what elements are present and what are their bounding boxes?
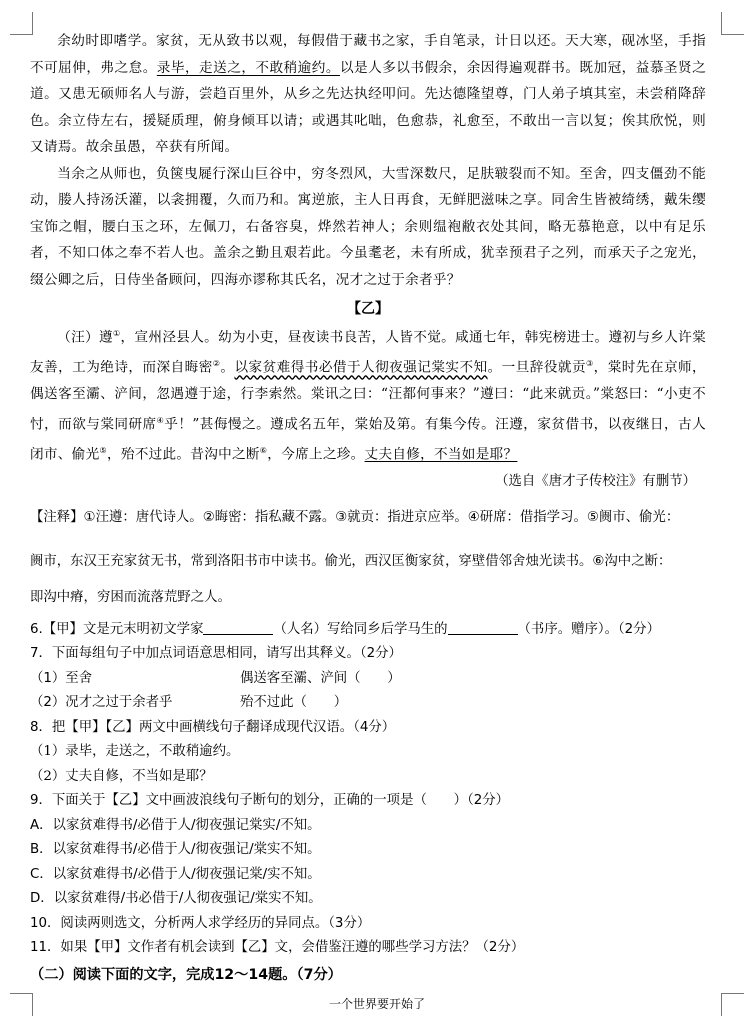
question-7-row-2 xyxy=(30,691,706,716)
question-9-option-a: A．以家贫难得书/必借于人/彻夜强记棠实/不知。 xyxy=(30,817,321,833)
source-citation: （选自《唐才子传校注》有删节） xyxy=(495,473,696,489)
text: 乎！”甚侮慢之。遵成名五年，棠始及第。有集今传。汪遵，家贫借书，以夜继日，古人闭市、偷光 xyxy=(30,416,706,463)
text: 。 xyxy=(220,359,235,376)
crop-mark-top-right xyxy=(721,12,744,35)
underlined-sentence-yi: 丈夫自修，不当如是耶？ xyxy=(364,446,518,463)
note-marker: ③ xyxy=(586,359,594,369)
question-6 xyxy=(30,618,706,643)
question-9-option-d: D．以家贫难得/书必借于/人彻夜强记/棠实不知。 xyxy=(30,891,322,907)
question-10: 10．阅读两则选文，分析两人求学经历的异同点。（3分） xyxy=(30,915,371,931)
text: 余幼时即嗜学。家贫，无从致书以观，每假借于藏书之家，手自笔录，计日以还。天大寒，砚冰坚，手指不可屈伸，弗之怠。 xyxy=(30,33,706,76)
text: （人名）写给同乡后学马生的 xyxy=(273,621,448,637)
text: （2）况才之过于余者乎 xyxy=(30,695,173,711)
question-9-stem: 9．下面关于【乙】文中画波浪线句子断句的划分，正确的一项是（ ）（2分） xyxy=(30,793,510,809)
question-11: 11．如果【甲】文作者有机会读到【乙】文，会借鉴汪遵的哪些学习方法？（2分） xyxy=(30,940,525,956)
section-2-heading: （二）阅读下面的文字，完成12～14题。（7分） xyxy=(30,966,342,983)
question-9-option-c: C．以家贫难得书/必借于人/彻夜强记棠/实不知。 xyxy=(30,866,321,882)
answer-blank[interactable] xyxy=(448,620,518,635)
question-9-option-b: B．以家贫难得书/必借于人/彻夜强记/棠实不知。 xyxy=(30,842,321,858)
question-7-row-1 xyxy=(30,667,706,692)
text: 6.【甲】文是元末明初文学家 xyxy=(30,621,204,637)
notes-line-1: 【注释】①汪遵：唐代诗人。②晦密：指私藏不露。③就贡：指进京应举。④研席：借指学习。⑤阓市、偷光： xyxy=(30,509,680,525)
notes-line-2: 阓市，东汉王充家贫无书，常到洛阳书市中读书。偷光，西汉匡衡家贫，穿壁借邻舍烛光读书。⑥沟中之断： xyxy=(30,553,672,569)
jia-paragraph-1 xyxy=(30,28,706,161)
note-marker: ④ xyxy=(156,415,165,425)
page-footer: 一个世界要开始了 xyxy=(328,997,425,1011)
text: ，棠时先在京师，偶送客至灞、浐间，忽遇遵于途，行李索然。棠讯之曰：“汪都何事来？”遵曰：“此来就贡。”棠怒曰：“小吏不忖，而欲与棠同研席 xyxy=(30,359,706,433)
wavy-underlined-sentence: 以家贫难得书必借于人彻夜强记棠实不知 xyxy=(234,359,488,376)
text: （1）至舍 xyxy=(30,670,93,686)
text: 以是人多以书假余，余因得遍观群书。既加冠，益慕圣贤之道。又患无硕师名人与游，尝趋百里外，从乡之先达执经叩问。先达德隆望尊，门人弟子填其室，未尝稍降辞色。余立侍左右，援疑质理，俯身倾耳以请；或遇其叱咄，色愈恭，礼愈至，不敢出一言以复；俟其欣悦，则又请焉。故余虽愚，卒获有所闻。 xyxy=(30,59,707,155)
text: 殆不过此（ ） xyxy=(240,695,348,711)
note-marker: ① xyxy=(112,329,121,338)
exam-page xyxy=(30,28,706,987)
text: 偶送客至灞、浐间（ ） xyxy=(240,670,401,686)
question-8-stem: 8．把【甲】【乙】两文中画横线句子翻译成现代汉语。（4分） xyxy=(30,719,396,735)
question-7-stem: 7．下面每组句子中加点词语意思相同，请写出其释义。（2分） xyxy=(30,646,402,662)
answer-blank[interactable] xyxy=(203,620,273,635)
note-marker: ⑤ xyxy=(99,445,107,455)
note-marker: ② xyxy=(212,359,221,369)
text: ，殆不过此。昔沟中之断 xyxy=(106,446,260,463)
jia-paragraph-2: 当余之从师也，负箧曳屣行深山巨谷中，穷冬烈风，大雪深数尺，足肤皲裂而不知。至舍，四支僵劲不能动，媵人持汤沃灌，以衾拥覆，久而乃和。寓逆旅，主人日再食，无鲜肥滋味之享。同舍生皆被绮绣，戴朱缨宝饰之帽，腰白玉之环，左佩刀，右备容臭，烨然若神人；余则缊袍敝衣处其间，略无慕艳意，以中有足乐者，不知口体之奉不若人也。盖余之勤且艰若此。今虽耄老，未有所成，犹幸预君子之列，而承天子之宠光，缀公卿之后，日侍坐备顾问，四海亦谬称其氏名，况才之过于余者乎？ xyxy=(30,165,706,288)
text: 。一旦辞役就贡 xyxy=(487,359,586,376)
yi-paragraph xyxy=(30,321,706,468)
question-8-item-1: （1）录毕，走送之，不敢稍逾约。 xyxy=(30,744,240,760)
question-8-item-2: （2）丈夫自修，不当如是耶？ xyxy=(30,768,213,784)
text: （书序。赠序）。（2分） xyxy=(517,621,660,637)
yi-heading: 【乙】 xyxy=(347,301,389,317)
text: （汪）遵 xyxy=(57,329,113,346)
underlined-sentence-jia: 录毕，走送之，不敢稍逾约。 xyxy=(156,59,340,76)
notes-line-3: 即沟中瘠，穷困而流落荒野之人。 xyxy=(30,589,231,605)
text: ，今席上之珍。 xyxy=(267,446,365,463)
text: ，宣州泾县人。幼为小吏，昼夜读书良苦，人皆不觉。咸通七年，韩宪榜进士。遵初与乡人许棠友善，工为绝诗，而深自晦密 xyxy=(30,329,706,376)
note-marker: ⑥ xyxy=(259,445,268,455)
